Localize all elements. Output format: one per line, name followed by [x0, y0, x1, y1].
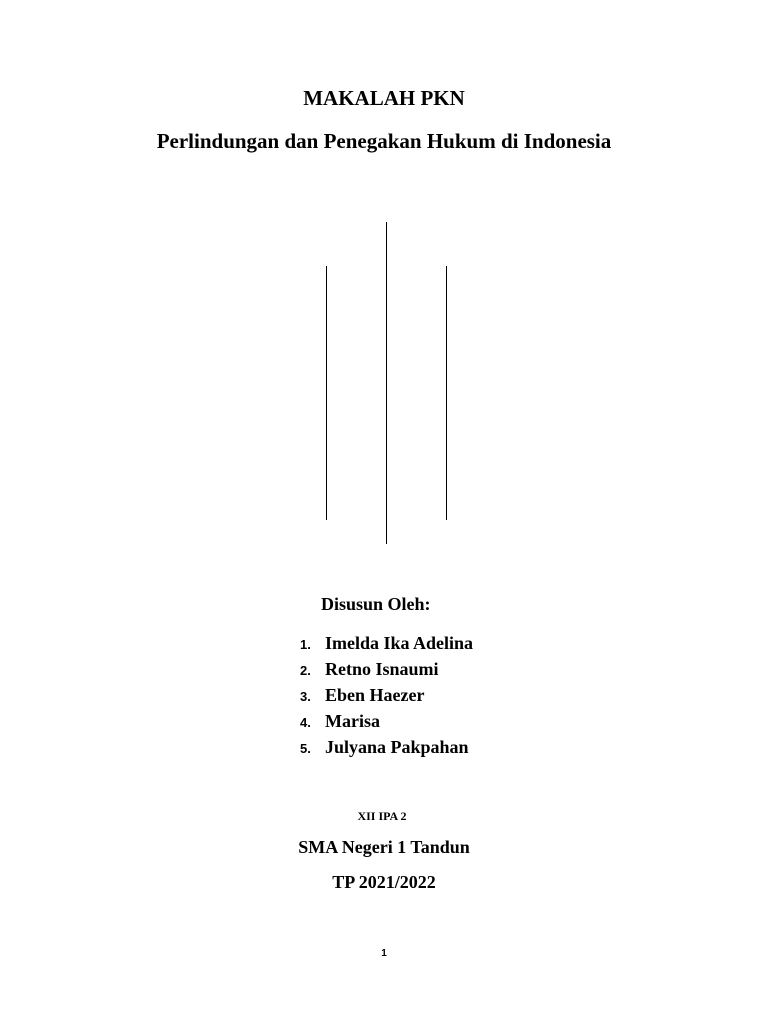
authors-list — [300, 630, 473, 760]
academic-year: TP 2021/2022 — [332, 872, 436, 892]
author-item — [300, 656, 473, 682]
author-item — [300, 734, 473, 760]
author-number: 1. — [300, 637, 311, 652]
school-name: SMA Negeri 1 Tandun — [298, 837, 470, 857]
document-subtitle: Perlindungan dan Penegakan Hukum di Indonesia — [156, 129, 612, 153]
author-number: 3. — [300, 689, 311, 704]
authors-heading: Disusun Oleh: — [321, 594, 431, 614]
decorative-line-right — [446, 266, 447, 520]
decorative-line-center — [386, 222, 387, 544]
class-label: XII IPA 2 — [357, 809, 407, 823]
author-item — [300, 630, 473, 656]
page-number: 1 — [381, 948, 387, 959]
author-number: 5. — [300, 741, 311, 756]
author-name: Marisa — [325, 711, 380, 731]
author-item — [300, 708, 473, 734]
document-title: MAKALAH PKN — [303, 86, 465, 110]
author-name: Julyana Pakpahan — [325, 737, 469, 757]
decorative-line-left — [326, 266, 327, 520]
author-item — [300, 682, 473, 708]
author-name: Retno Isnaumi — [325, 659, 439, 679]
author-name: Eben Haezer — [325, 685, 425, 705]
author-number: 2. — [300, 663, 311, 678]
author-number: 4. — [300, 715, 311, 730]
author-name: Imelda Ika Adelina — [325, 633, 474, 653]
